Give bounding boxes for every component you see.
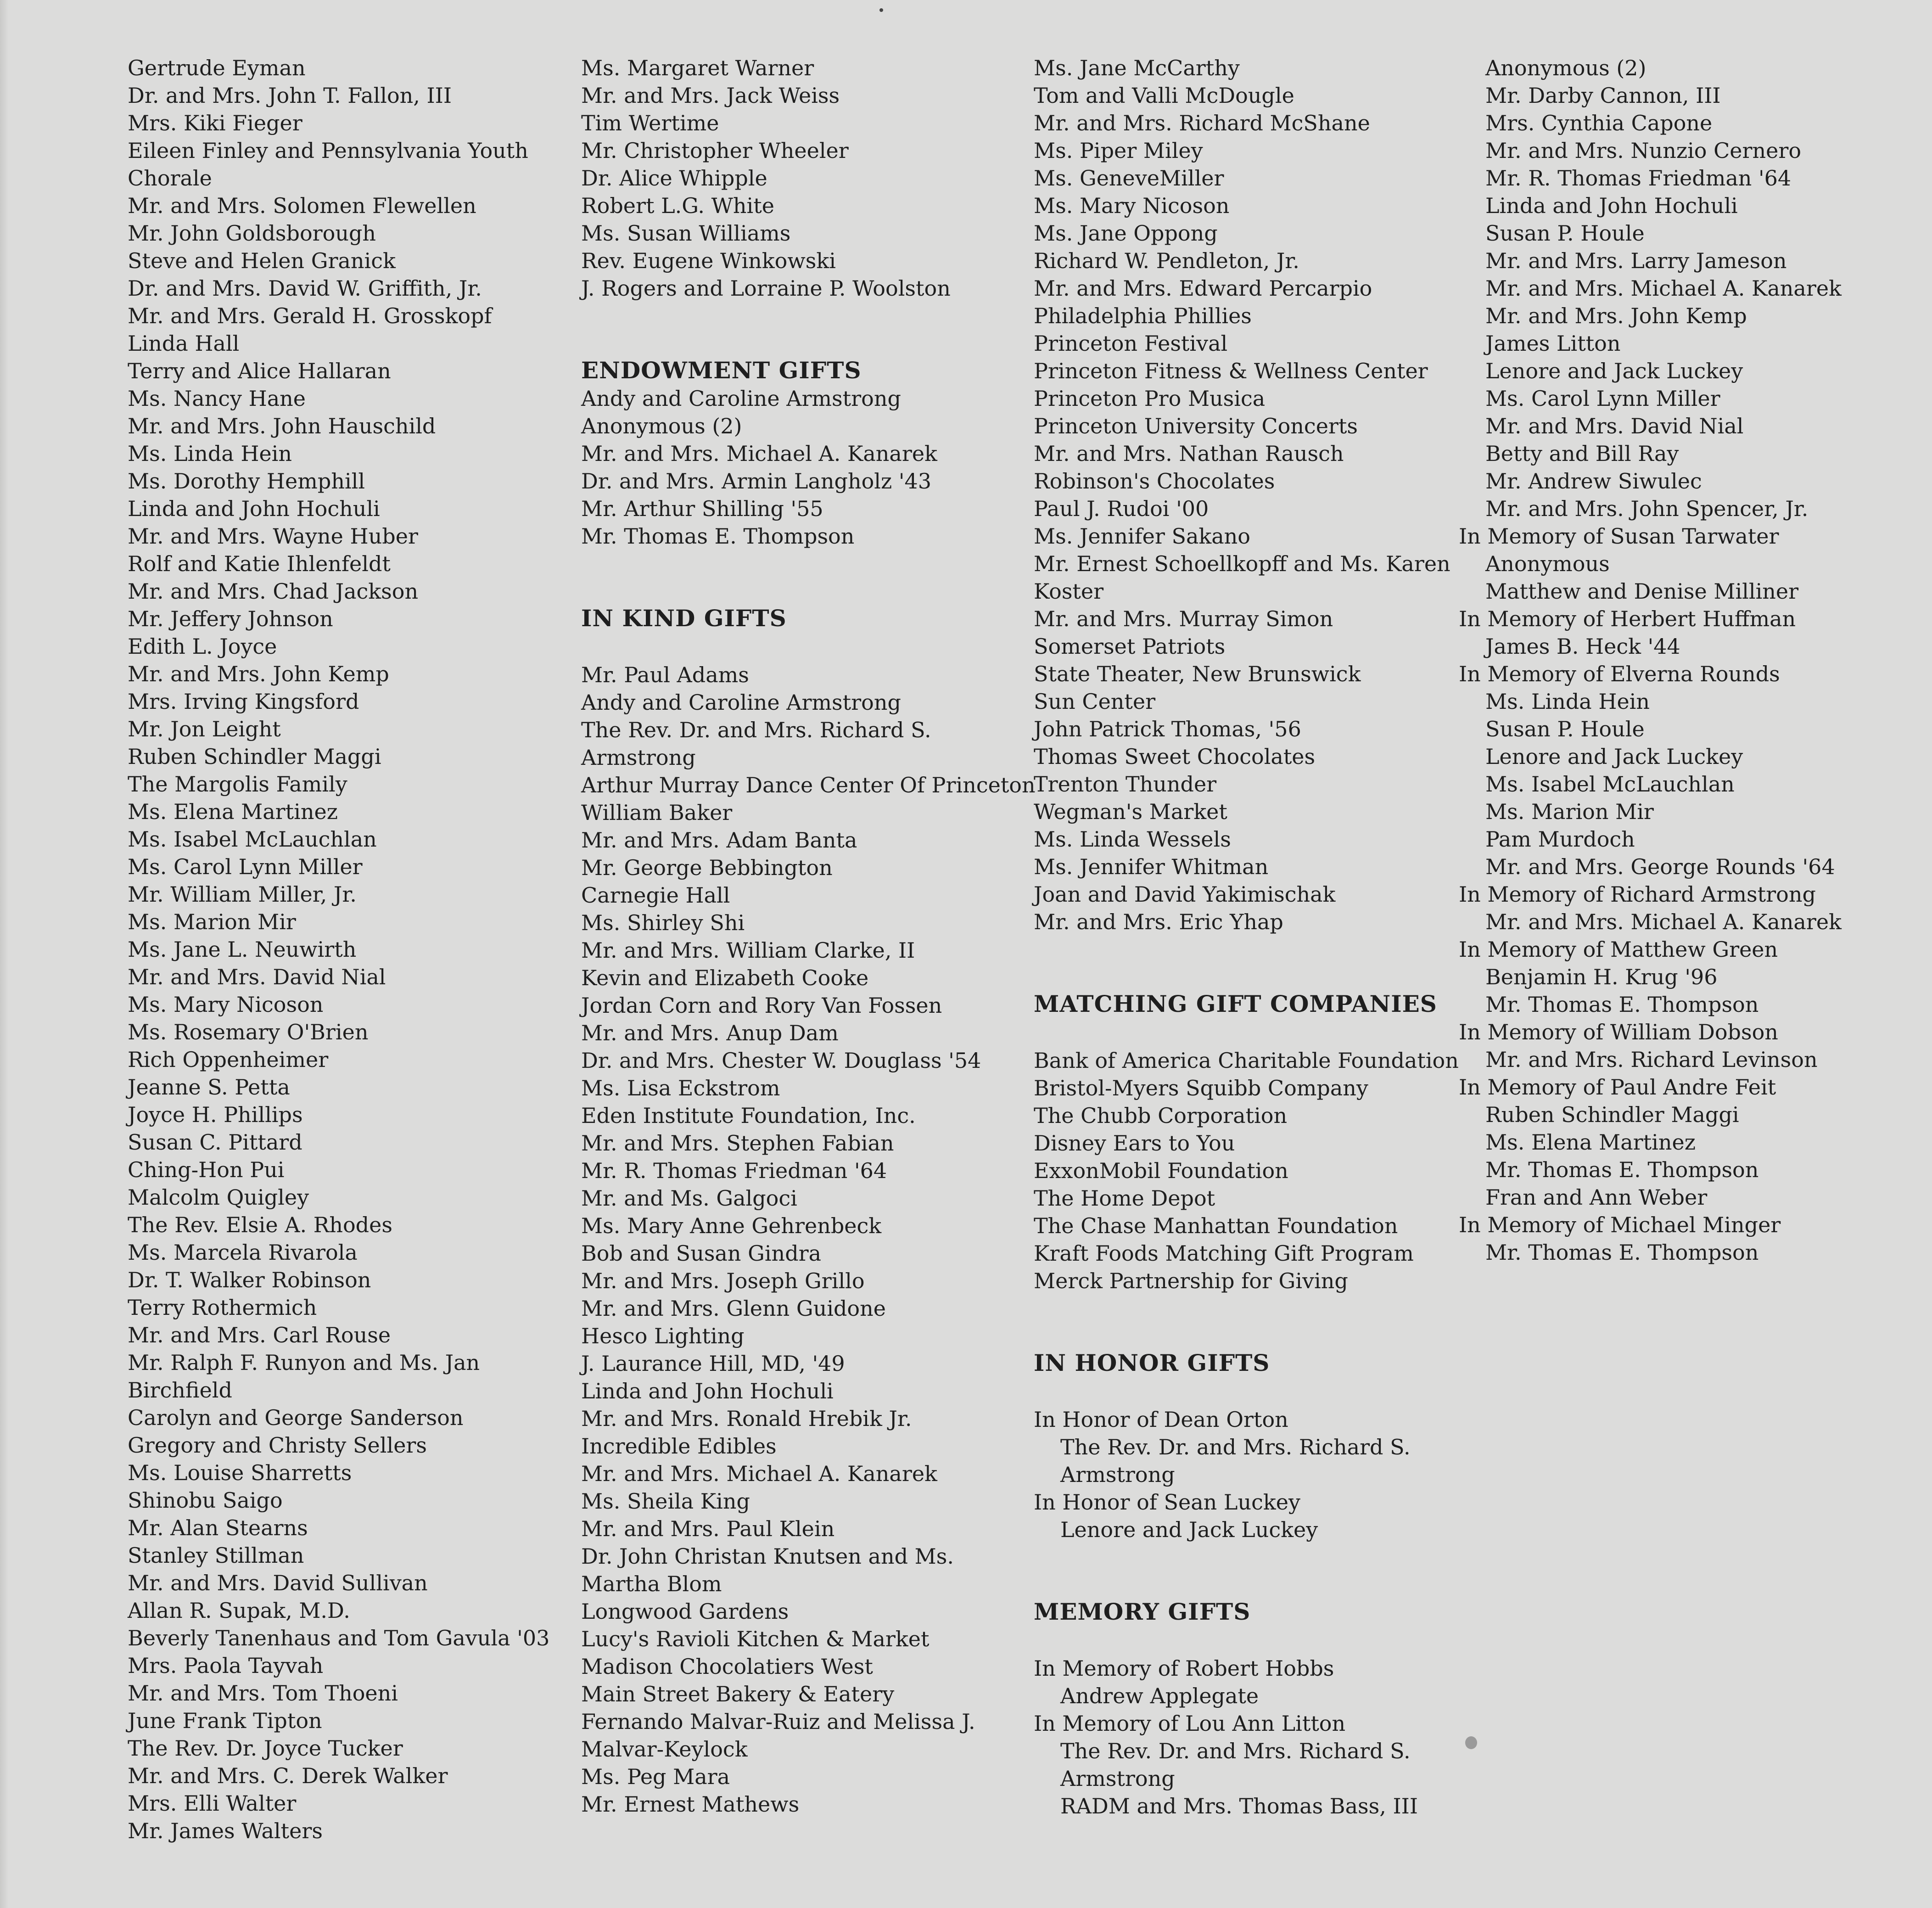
donor-name: Mr. Jeffery Johnson — [128, 606, 333, 631]
section-title-in-kind: IN KIND GIFTS — [581, 605, 787, 632]
donor-name: Paul J. Rudoi '00 — [1034, 496, 1209, 521]
donor-name: Richard W. Pendleton, Jr. — [1034, 248, 1299, 273]
dedication-heading: In Memory of William Dobson — [1459, 1020, 1778, 1044]
donor-name: Mr. Thomas E. Thompson — [1485, 1157, 1759, 1182]
donor-name: Mr. R. Thomas Friedman '64 — [581, 1158, 887, 1183]
donor-name: Lenore and Jack Luckey — [1485, 359, 1743, 383]
donor-name: Chorale — [128, 166, 212, 191]
donor-name: Bristol-Myers Squibb Company — [1034, 1076, 1368, 1100]
donor-name: The Rev. Dr. Joyce Tucker — [128, 1736, 403, 1761]
donor-name: The Rev. Dr. and Mrs. Richard S. — [581, 718, 931, 742]
donor-name: Mrs. Elli Walter — [128, 1791, 297, 1816]
donor-name: Gertrude Eyman — [128, 56, 306, 80]
donor-name: Bob and Susan Gindra — [581, 1241, 822, 1266]
donor-name: Eden Institute Foundation, Inc. — [581, 1103, 916, 1128]
memory-list — [1034, 1655, 1493, 1820]
donor-name: Mr. Christopher Wheeler — [581, 138, 849, 163]
donor-name: Mr. Ralph F. Runyon and Ms. Jan — [128, 1350, 480, 1375]
donor-name: Carolyn and George Sanderson — [128, 1405, 464, 1430]
donor-name: Ms. Sheila King — [581, 1489, 750, 1514]
dedication-heading: In Honor of Dean Orton — [1034, 1407, 1288, 1432]
donor-name: Mr. and Mrs. Eric Yhap — [1034, 909, 1283, 934]
donor-name: Linda and John Hochuli — [128, 496, 380, 521]
donor-name: Birchfield — [128, 1378, 232, 1403]
donor-name: J. Rogers and Lorraine P. Woolston — [581, 276, 951, 301]
donor-name: William Baker — [581, 800, 733, 825]
donor-name: Ms. Carol Lynn Miller — [1485, 386, 1720, 411]
donor-name: Robinson's Chocolates — [1034, 469, 1275, 494]
donor-name: Ms. GeneveMiller — [1034, 166, 1224, 191]
donor-name: Mr. Andrew Siwulec — [1485, 469, 1702, 494]
donor-name: Disney Ears to You — [1034, 1131, 1235, 1156]
donor-name: Bank of America Charitable Foundation — [1034, 1048, 1459, 1073]
donor-name: Arthur Murray Dance Center Of Princeton — [581, 773, 1036, 797]
donor-name: Susan P. Houle — [1485, 717, 1645, 741]
donor-name: Mr. and Mrs. Jack Weiss — [581, 83, 840, 108]
donor-name: Dr. and Mrs. David W. Griffith, Jr. — [128, 276, 482, 301]
donor-name: Lenore and Jack Luckey — [1060, 1517, 1318, 1542]
donor-name: Terry and Alice Hallaran — [128, 359, 391, 383]
section-title-matching: MATCHING GIFT COMPANIES — [1034, 990, 1437, 1017]
donor-name: Edith L. Joyce — [128, 634, 277, 659]
donor-name: Mr. James Walters — [128, 1818, 323, 1843]
dedication-heading: In Memory of Susan Tarwater — [1459, 524, 1779, 549]
donor-name: Main Street Bakery & Eatery — [581, 1682, 895, 1706]
donor-name: Mrs. Cynthia Capone — [1485, 111, 1713, 135]
donor-name: Dr. and Mrs. Chester W. Douglass '54 — [581, 1048, 981, 1073]
donor-name: Ms. Margaret Warner — [581, 56, 814, 80]
in-kind-list-continued — [1034, 54, 1493, 936]
dedication-heading: In Memory of Lou Ann Litton — [1034, 1711, 1346, 1736]
donor-name: Mr. and Mrs. Glenn Guidone — [581, 1296, 886, 1321]
memory-list-continued — [1459, 54, 1932, 1266]
honor-list — [1034, 1406, 1493, 1543]
donor-name: Mr. and Mrs. George Rounds '64 — [1485, 854, 1835, 879]
donor-name: Stanley Stillman — [128, 1543, 304, 1568]
donor-name: Ruben Schindler Maggi — [1485, 1102, 1739, 1127]
donor-name: Ms. Shirley Shi — [581, 910, 745, 935]
donor-name: Incredible Edibles — [581, 1434, 777, 1459]
donor-name: Mr. and Mrs. Wayne Huber — [128, 524, 418, 549]
donor-name: June Frank Tipton — [128, 1708, 322, 1733]
donor-name: Tom and Valli McDougle — [1034, 83, 1294, 108]
donor-name: Fran and Ann Weber — [1485, 1185, 1708, 1210]
donor-name: Linda and John Hochuli — [1485, 193, 1738, 218]
donor-name: Ms. Elena Martinez — [1485, 1130, 1696, 1155]
donor-name: Mr. and Mrs. Michael A. Kanarek — [581, 441, 937, 466]
donor-name: Rich Oppenheimer — [128, 1047, 329, 1072]
donor-name: Mr. and Mrs. Carl Rouse — [128, 1323, 391, 1347]
donor-name: Dr. Alice Whipple — [581, 166, 767, 191]
dedication-heading: In Memory of Michael Minger — [1459, 1212, 1781, 1237]
donor-name: Kraft Foods Matching Gift Program — [1034, 1241, 1414, 1266]
dedication-heading: In Memory of Matthew Green — [1459, 937, 1778, 962]
section-title-memory: MEMORY GIFTS — [1034, 1598, 1251, 1625]
donor-name: Matthew and Denise Milliner — [1485, 579, 1799, 604]
donor-name: Princeton Festival — [1034, 331, 1228, 356]
donor-name: Princeton Pro Musica — [1034, 386, 1266, 411]
donor-name: Mr. and Mrs. Edward Percarpio — [1034, 276, 1372, 301]
donor-name: Linda Hall — [128, 331, 240, 356]
donor-name: Anonymous (2) — [1485, 56, 1646, 80]
donor-name: Ms. Linda Hein — [128, 441, 292, 466]
donor-name: Mr. and Mrs. Tom Thoeni — [128, 1681, 398, 1706]
donor-name: John Patrick Thomas, '56 — [1034, 717, 1301, 741]
donor-name: Mr. R. Thomas Friedman '64 — [1485, 166, 1792, 191]
donor-name: Mr. George Bebbington — [581, 855, 833, 880]
donor-name: Mr. and Mrs. Michael A. Kanarek — [581, 1461, 937, 1486]
donor-name: Joyce H. Phillips — [128, 1102, 303, 1127]
page-edge-shadow — [0, 0, 8, 1908]
donor-column-4 — [1459, 54, 1932, 1266]
donor-name: Madison Chocolatiers West — [581, 1654, 873, 1679]
donor-name: Ms. Jennifer Whitman — [1034, 854, 1269, 879]
donor-name: Ms. Jennifer Sakano — [1034, 524, 1250, 549]
donor-name: Ms. Piper Miley — [1034, 138, 1203, 163]
dedication-heading: In Memory of Herbert Huffman — [1459, 606, 1796, 631]
donor-name: Ruben Schindler Maggi — [128, 744, 381, 769]
donor-name: Malvar-Keylock — [581, 1737, 748, 1762]
donor-name: Merck Partnership for Giving — [1034, 1268, 1348, 1293]
donor-name: Mr. and Mrs. Richard Levinson — [1485, 1047, 1818, 1072]
donor-name: Mr. and Mrs. John Kemp — [128, 662, 389, 686]
donor-name: Carnegie Hall — [581, 883, 730, 908]
donor-name: Ms. Dorothy Hemphill — [128, 469, 365, 494]
donor-name: Ms. Mary Nicoson — [128, 992, 324, 1017]
donor-name: RADM and Mrs. Thomas Bass, III — [1060, 1794, 1418, 1818]
donor-name: Lucy's Ravioli Kitchen & Market — [581, 1627, 930, 1651]
donor-name: ExxonMobil Foundation — [1034, 1158, 1288, 1183]
donor-name: Jeanne S. Petta — [128, 1075, 290, 1100]
endowment-list — [581, 385, 1040, 550]
donor-name: The Rev. Elsie A. Rhodes — [128, 1212, 392, 1237]
donor-name: Mr. and Mrs. C. Derek Walker — [128, 1763, 448, 1788]
donor-name: Tim Wertime — [581, 111, 719, 135]
donor-name: Ms. Jane McCarthy — [1034, 56, 1240, 80]
donor-name: Ms. Marcela Rivarola — [128, 1240, 358, 1265]
paper-speck — [879, 8, 883, 12]
donor-name: Mr. Thomas E. Thompson — [581, 524, 855, 549]
donor-name: Terry Rothermich — [128, 1295, 317, 1320]
donor-name: Mr. and Mrs. John Kemp — [1485, 303, 1747, 328]
donor-name: Wegman's Market — [1034, 799, 1227, 824]
donor-name: Ms. Mary Nicoson — [1034, 193, 1230, 218]
donor-name: Mr. and Mrs. Michael A. Kanarek — [1485, 909, 1842, 934]
donor-name: Trenton Thunder — [1034, 772, 1217, 797]
donor-name: Armstrong — [581, 745, 696, 770]
donor-name: Mr. Arthur Shilling '55 — [581, 496, 823, 521]
donor-name: Philadelphia Phillies — [1034, 303, 1252, 328]
donor-name: Mr. Paul Adams — [581, 662, 749, 687]
donor-name: Mr. Jon Leight — [128, 717, 281, 741]
donor-name: Ms. Carol Lynn Miller — [128, 854, 363, 879]
donor-name: The Chubb Corporation — [1034, 1103, 1288, 1128]
donor-name: Eileen Finley and Pennsylvania Youth — [128, 138, 528, 163]
donor-name: Mr. and Mrs. Gerald H. Grosskopf — [128, 303, 492, 328]
donor-name: Mr. and Mrs. Nathan Rausch — [1034, 441, 1344, 466]
donor-name: Susan P. Houle — [1485, 221, 1645, 246]
dedication-heading: In Memory of Richard Armstrong — [1459, 882, 1816, 907]
donor-name: Ms. Rosemary O'Brien — [128, 1020, 369, 1044]
donor-name: The Chase Manhattan Foundation — [1034, 1213, 1398, 1238]
donor-name: Ching-Hon Pui — [128, 1157, 285, 1182]
donor-name: Mr. and Mrs. John Spencer, Jr. — [1485, 496, 1809, 521]
donor-name: J. Laurance Hill, MD, '49 — [581, 1351, 845, 1376]
donor-name: Mr. and Mrs. Chad Jackson — [128, 579, 419, 604]
donor-name: Mr. and Mrs. Stephen Fabian — [581, 1131, 894, 1156]
donor-name: Rolf and Katie Ihlenfeldt — [128, 551, 391, 576]
donor-name: Mrs. Paola Tayvah — [128, 1653, 324, 1678]
donor-name: The Rev. Dr. and Mrs. Richard S. — [1060, 1435, 1411, 1459]
donor-name: Mr. and Mrs. Joseph Grillo — [581, 1268, 865, 1293]
donor-name: Sun Center — [1034, 689, 1156, 714]
donor-name: Andy and Caroline Armstrong — [581, 386, 901, 411]
dedication-heading: In Memory of Robert Hobbs — [1034, 1656, 1334, 1681]
donor-name: Mr. and Mrs. Ronald Hrebik Jr. — [581, 1406, 912, 1431]
donor-name: James Litton — [1485, 331, 1621, 356]
donor-name: Andrew Applegate — [1060, 1684, 1259, 1708]
donor-name: Mr. and Mrs. David Nial — [128, 965, 386, 989]
section-title-honor: IN HONOR GIFTS — [1034, 1349, 1270, 1376]
donor-name: Susan C. Pittard — [128, 1130, 302, 1155]
donor-name: Mr. and Ms. Galgoci — [581, 1186, 797, 1211]
donor-name: Ms. Linda Hein — [1485, 689, 1650, 714]
donor-name: Mr. and Mrs. Adam Banta — [581, 828, 857, 853]
donor-name: Ms. Isabel McLauchlan — [128, 827, 377, 852]
donor-name: Anonymous (2) — [581, 414, 742, 438]
donor-name: Mr. John Goldsborough — [128, 221, 376, 246]
donor-name: Princeton University Concerts — [1034, 414, 1358, 438]
donor-name: Rev. Eugene Winkowski — [581, 248, 836, 273]
donor-name: Mr. Darby Cannon, III — [1485, 83, 1721, 108]
donor-name: Mr. and Mrs. William Clarke, II — [581, 938, 915, 963]
donor-name: Mr. and Mrs. Paul Klein — [581, 1516, 835, 1541]
donor-name: Betty and Bill Ray — [1485, 441, 1679, 466]
donor-name: Somerset Patriots — [1034, 634, 1226, 659]
donor-name: Andy and Caroline Armstrong — [581, 690, 901, 715]
donor-name: Martha Blom — [581, 1571, 722, 1596]
donor-name: Ms. Peg Mara — [581, 1764, 730, 1789]
donor-name: Kevin and Elizabeth Cooke — [581, 965, 869, 990]
donor-name: Ms. Louise Sharretts — [128, 1460, 352, 1485]
donor-name: Thomas Sweet Chocolates — [1034, 744, 1316, 769]
donor-name: Ms. Jane Oppong — [1034, 221, 1218, 246]
dedication-heading: In Memory of Elverna Rounds — [1459, 662, 1780, 686]
donor-name: Dr. T. Walker Robinson — [128, 1268, 371, 1292]
donor-name: State Theater, New Brunswick — [1034, 662, 1361, 686]
donor-name: Joan and David Yakimischak — [1034, 882, 1336, 907]
donor-name: Princeton Fitness & Wellness Center — [1034, 359, 1428, 383]
donor-name: Gregory and Christy Sellers — [128, 1433, 427, 1458]
donor-column-1 — [128, 54, 587, 1845]
matching-list — [1034, 1047, 1493, 1295]
donor-name: Mr. Ernest Schoellkopff and Ms. Karen — [1034, 551, 1450, 576]
donor-name: Mr. and Mrs. Richard McShane — [1034, 111, 1370, 135]
donor-name: Longwood Gardens — [581, 1599, 789, 1624]
dedication-heading: In Honor of Sean Luckey — [1034, 1490, 1300, 1515]
donor-name: Dr. John Christan Knutsen and Ms. — [581, 1544, 954, 1569]
donor-name: Koster — [1034, 579, 1104, 604]
donor-name: Mr. and Mrs. Anup Dam — [581, 1021, 839, 1045]
donor-name: Ms. Linda Wessels — [1034, 827, 1231, 852]
donor-name: Benjamin H. Krug '96 — [1485, 965, 1718, 989]
donor-name: Ms. Susan Williams — [581, 221, 791, 246]
donor-name: Shinobu Saigo — [128, 1488, 283, 1513]
donor-name: Ms. Nancy Hane — [128, 386, 306, 411]
donor-name: Dr. and Mrs. Armin Langholz '43 — [581, 469, 932, 494]
section-title-endowment: ENDOWMENT GIFTS — [581, 357, 862, 384]
donor-name: Ms. Mary Anne Gehrenbeck — [581, 1213, 882, 1238]
donor-name: Mr. Thomas E. Thompson — [1485, 1240, 1759, 1265]
in-kind-list — [581, 661, 1040, 1818]
donor-name: Mrs. Irving Kingsford — [128, 689, 359, 714]
donor-name: Mr. and Mrs. John Hauschild — [128, 414, 436, 438]
donor-name: The Margolis Family — [128, 772, 347, 797]
donor-name: The Home Depot — [1034, 1186, 1215, 1211]
donor-name: Armstrong — [1060, 1766, 1175, 1791]
donor-name: Mr. and Mrs. David Sullivan — [128, 1571, 428, 1595]
donor-name: Ms. Jane L. Neuwirth — [128, 937, 357, 962]
donor-list-continued — [581, 54, 1040, 302]
donor-column-3 — [1034, 54, 1493, 1820]
donor-list — [128, 54, 587, 1845]
donor-name: Mr. and Mrs. Murray Simon — [1034, 606, 1333, 631]
donor-name: Ms. Elena Martinez — [128, 799, 338, 824]
donor-name: Beverly Tanenhaus and Tom Gavula '03 — [128, 1626, 550, 1650]
donor-name: Fernando Malvar-Ruiz and Melissa J. — [581, 1709, 975, 1734]
donor-name: Mr. Alan Stearns — [128, 1515, 308, 1540]
donor-name: Malcolm Quigley — [128, 1185, 309, 1210]
donor-name: Pam Murdoch — [1485, 827, 1635, 852]
donor-name: Mr. and Mrs. Larry Jameson — [1485, 248, 1787, 273]
donor-name: Mr. and Mrs. David Nial — [1485, 414, 1744, 438]
donor-column-2 — [581, 54, 1040, 1818]
donor-name: James B. Heck '44 — [1485, 634, 1680, 659]
donor-name: Ms. Marion Mir — [128, 909, 296, 934]
donor-name: The Rev. Dr. and Mrs. Richard S. — [1060, 1739, 1411, 1763]
donor-name: Ms. Isabel McLauchlan — [1485, 772, 1735, 797]
donor-name: Jordan Corn and Rory Van Fossen — [581, 993, 942, 1018]
donor-name: Mr. and Mrs. Solomen Flewellen — [128, 193, 476, 218]
donor-name: Robert L.G. White — [581, 193, 774, 218]
donor-name: Mr. and Mrs. Nunzio Cernero — [1485, 138, 1802, 163]
donor-name: Mr. Ernest Mathews — [581, 1792, 800, 1817]
donor-name: Ms. Marion Mir — [1485, 799, 1654, 824]
donor-name: Allan R. Supak, M.D. — [128, 1598, 350, 1623]
donor-name: Dr. and Mrs. John T. Fallon, III — [128, 83, 452, 108]
donor-name: Armstrong — [1060, 1462, 1175, 1487]
dedication-heading: In Memory of Paul Andre Feit — [1459, 1075, 1776, 1100]
donor-name: Mr. William Miller, Jr. — [128, 882, 357, 907]
donor-name: Mr. and Mrs. Michael A. Kanarek — [1485, 276, 1842, 301]
donor-name: Ms. Lisa Eckstrom — [581, 1076, 780, 1100]
donor-name: Linda and John Hochuli — [581, 1379, 834, 1403]
donor-name: Hesco Lighting — [581, 1324, 745, 1348]
donor-name: Steve and Helen Granick — [128, 248, 396, 273]
donor-name: Lenore and Jack Luckey — [1485, 744, 1743, 769]
donor-name: Anonymous — [1485, 551, 1610, 576]
donor-name: Mrs. Kiki Fieger — [128, 111, 302, 135]
donor-name: Mr. Thomas E. Thompson — [1485, 992, 1759, 1017]
